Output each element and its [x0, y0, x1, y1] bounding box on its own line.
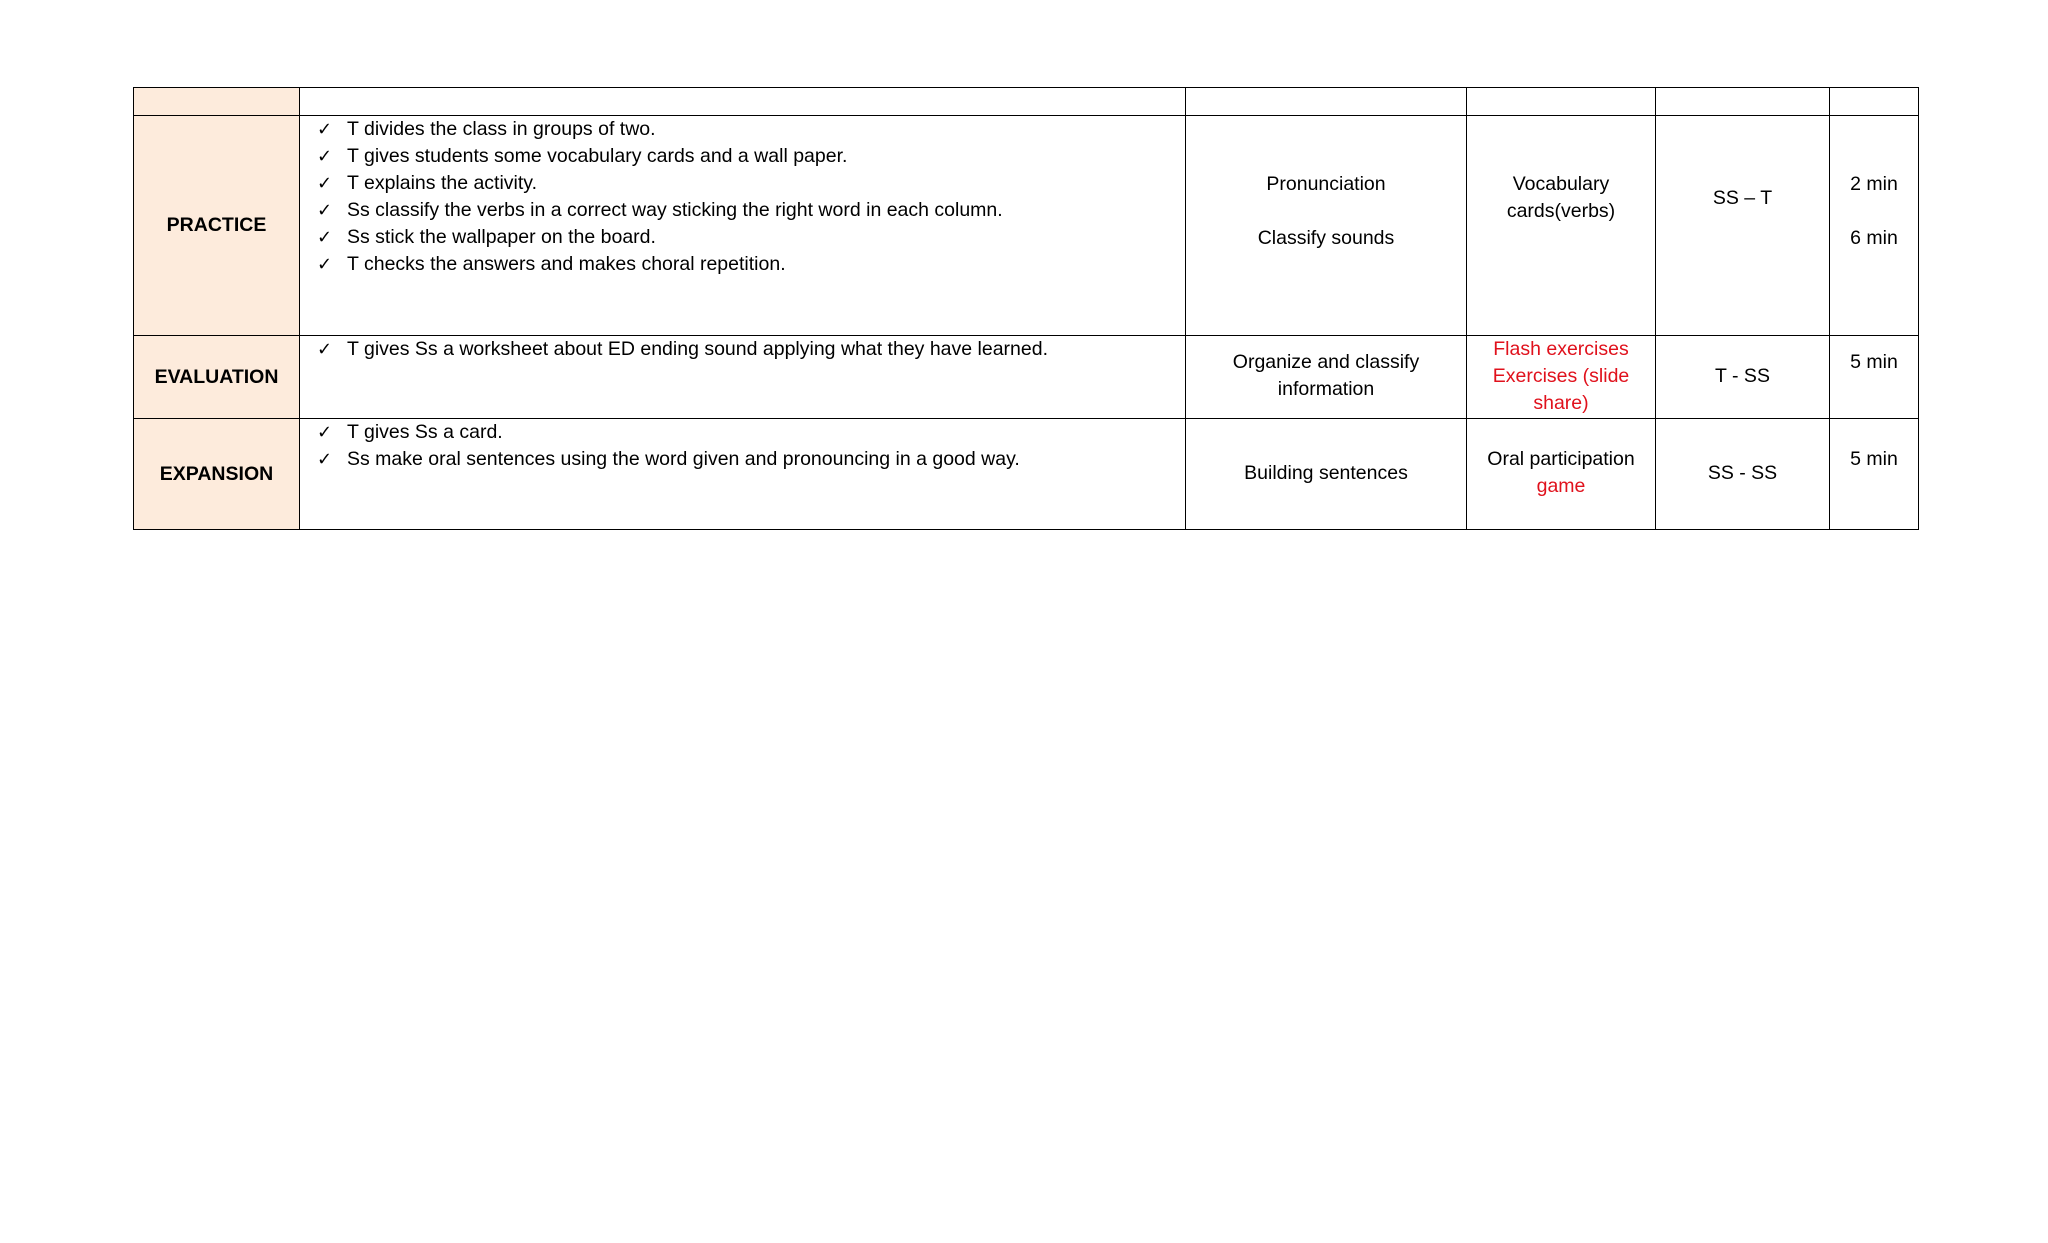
stage-practice: PRACTICE [134, 116, 300, 336]
empty-resources-cell [1467, 88, 1656, 116]
list-item: ✓ T gives Ss a worksheet about ED ending sound applying what they have learned. [317, 336, 1185, 363]
resources-practice [1467, 116, 1656, 336]
list-item: ✓ T gives Ss a card. [317, 419, 1185, 446]
table-row-practice [134, 116, 1919, 336]
empty-stage-cell [134, 88, 300, 116]
stage-evaluation: EVALUATION [134, 336, 300, 419]
interaction-ss-t: SS – T [1712, 187, 1773, 209]
resource-exercises-slide-share: Exercises (slide share) [1492, 365, 1630, 414]
stage-expansion: EXPANSION [134, 419, 300, 530]
empty-time-cell [1830, 88, 1919, 116]
check-icon: ✓ [317, 254, 333, 275]
time-expansion [1830, 419, 1919, 530]
activities-evaluation [300, 336, 1186, 419]
time-5-min: 5 min [1850, 351, 1898, 373]
check-icon: ✓ [317, 339, 333, 360]
skill-pronunciation: Pronunciation [1266, 173, 1386, 195]
list-item: ✓ Ss stick the wallpaper on the board. [317, 224, 1185, 251]
empty-skills-cell [1186, 88, 1467, 116]
check-icon: ✓ [317, 173, 333, 194]
activities-expansion [300, 419, 1186, 530]
list-item: ✓ T gives students some vocabulary cards and a wall paper. [317, 143, 1185, 170]
time-5-min: 5 min [1850, 448, 1898, 470]
table-row-empty [134, 88, 1919, 116]
empty-interaction-cell [1656, 88, 1830, 116]
check-icon: ✓ [317, 227, 333, 248]
time-practice [1830, 116, 1919, 336]
interaction-evaluation [1656, 336, 1830, 419]
skills-expansion [1186, 419, 1467, 530]
time-2-min: 2 min [1850, 173, 1898, 195]
list-item: ✓ T explains the activity. [317, 170, 1185, 197]
resource-game: game [1536, 475, 1586, 497]
resource-oral-participation: Oral participation [1487, 448, 1635, 470]
activity-list [300, 419, 1185, 473]
resources-expansion [1467, 419, 1656, 530]
interaction-expansion [1656, 419, 1830, 530]
check-icon: ✓ [317, 422, 333, 443]
skills-evaluation [1186, 336, 1467, 419]
interaction-practice [1656, 116, 1830, 336]
check-icon: ✓ [317, 200, 333, 221]
list-item: ✓ Ss make oral sentences using the word given and pronouncing in a good way. [317, 446, 1185, 473]
activity-list [300, 116, 1185, 278]
skill-organize-classify: Organize and classify information [1232, 351, 1420, 400]
table-row-evaluation [134, 336, 1919, 419]
list-item: ✓ Ss classify the verbs in a correct way sticking the right word in each column. [317, 197, 1185, 224]
time-evaluation [1830, 336, 1919, 419]
resource-flash-exercises: Flash exercises [1493, 338, 1629, 360]
skill-building-sentences: Building sentences [1244, 462, 1408, 484]
lesson-plan-table [133, 87, 1919, 530]
interaction-t-ss: T - SS [1715, 365, 1770, 387]
activity-list [300, 336, 1185, 363]
resource-vocabulary-cards: Vocabulary cards(verbs) [1506, 173, 1616, 222]
list-item: ✓ T divides the class in groups of two. [317, 116, 1185, 143]
empty-activity-cell [300, 88, 1186, 116]
time-6-min: 6 min [1850, 227, 1898, 249]
check-icon: ✓ [317, 449, 333, 470]
resources-evaluation [1467, 336, 1656, 419]
activities-practice [300, 116, 1186, 336]
interaction-ss-ss: SS - SS [1707, 462, 1778, 484]
skills-practice [1186, 116, 1467, 336]
check-icon: ✓ [317, 119, 333, 140]
list-item: ✓ T checks the answers and makes choral repetition. [317, 251, 1185, 278]
skill-classify-sounds: Classify sounds [1257, 227, 1395, 249]
check-icon: ✓ [317, 146, 333, 167]
table-row-expansion [134, 419, 1919, 530]
